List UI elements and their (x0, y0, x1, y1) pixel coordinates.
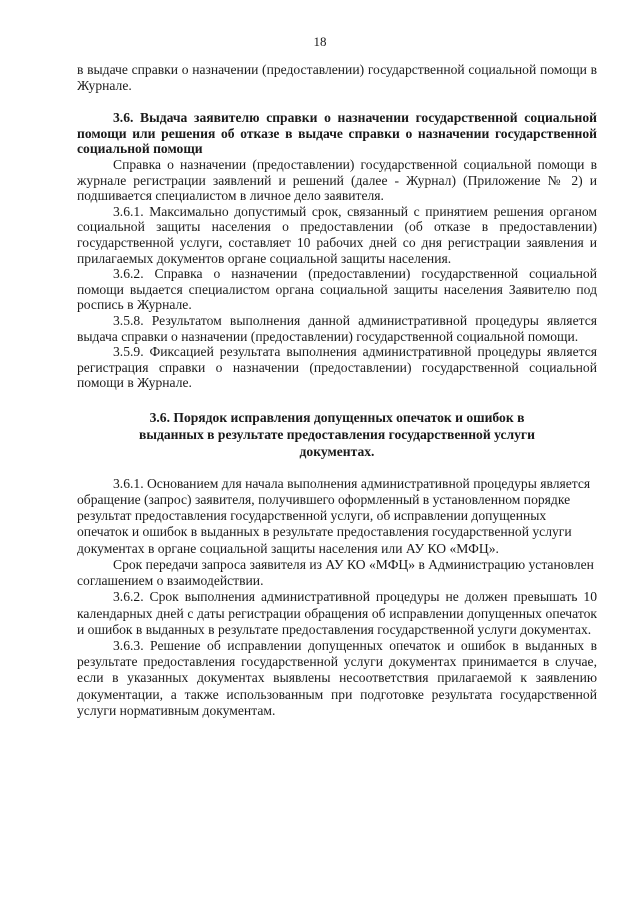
paragraph: 3.6.3. Решение об исправлении допущенных опечаток и ошибок в выданных в результате предоставления государственной услуги документах принимается в случае, если в указанных документах выявлены несоответствия прилагаемой к заявлению документации, а также использованным при подготовке результата государственной услуги нормативным документам. (77, 637, 597, 718)
page-number: 18 (313, 34, 327, 49)
paragraph: 3.5.8. Результатом выполнения данной административной процедуры является выдача справки о назначении (предоставлении) государственной социальной помощи. (77, 312, 597, 344)
paragraph: 3.6.2. Срок выполнения административной процедуры не должен превышать 10 календарных дней с даты регистрации обращения об исправлении допущенных опечаток и ошибок в выданных в результате предоставления государственной услуги документах. (77, 589, 597, 637)
paragraph: 3.6.1. Максимально допустимый срок, связанный с принятием решения органом социальной защиты населения о предоставлении (об отказе в предоставлении) государственной услуги, составляет 10 рабочих дней со дня регистрации заявления и прилагаемых документов органе социальной защиты населения. (77, 203, 597, 266)
paragraph: 3.6.2. Справка о назначении (предоставлении) государственной социальной помощи выдается специалистом органа социальной защиты населения Заявителю под роспись в Журнале. (77, 266, 597, 313)
paragraph: 3.6.1. Основанием для начала выполнения административной процедуры является обращение (запрос) заявителя, получившего оформленный в установленном порядке результат предоставления государственной услуги, об исправлении допущенных опечаток и ошибок в выданных в результате предоставления государственной услуги документах в органе социальной защиты населения или АУ КО «МФЦ». (77, 475, 591, 556)
paragraph: Срок передачи запроса заявителя из АУ КО «МФЦ» в Администрацию установлен соглашением о взаимодействии. (77, 556, 594, 589)
corrections-section (77, 476, 597, 719)
section-heading-3-6-corrections: 3.6. Порядок исправления допущенных опечаток и ошибок в выданных в результате предоставления государственной услуги документах. (139, 409, 535, 459)
paragraph: 3.5.9. Фиксацией результата выполнения административной процедуры является регистрация справки о назначении (предоставлении) государственной социальной помощи в Журнале. (77, 344, 597, 391)
continued-paragraph: в выдаче справки о назначении (предоставлении) государственной социальной помощи в Журнале. (77, 62, 597, 93)
section-heading-3-6-issuance: 3.6. Выдача заявителю справки о назначении государственной социальной помощи или решения об отказе в выдаче справки о назначении государственной социальной помощи (77, 110, 597, 157)
document-body (77, 62, 597, 719)
paragraph: Справка о назначении (предоставлении) государственной социальной помощи в журнале регистрации заявлений и решений (далее - Журнал) (Приложение № 2) и подшивается специалистом в личное дело заявителя. (77, 156, 597, 204)
